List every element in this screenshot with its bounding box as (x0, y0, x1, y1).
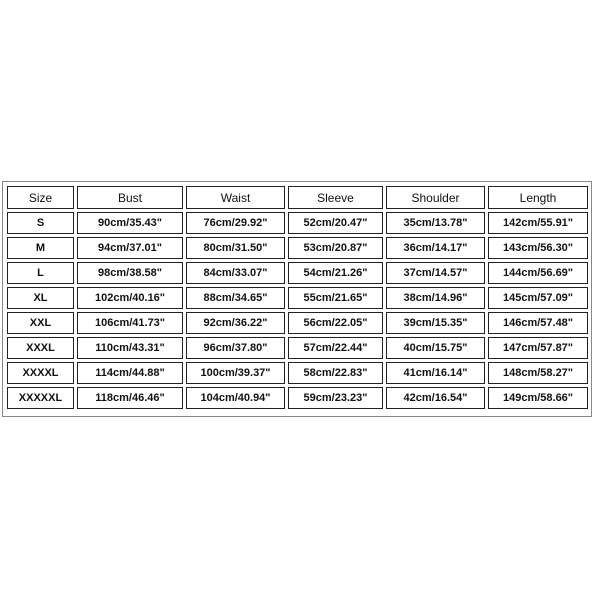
table-row (7, 337, 588, 359)
sleeve-cell: 57cm/22.44" (288, 337, 383, 359)
shoulder-cell: 39cm/15.35" (386, 312, 485, 334)
sleeve-cell: 58cm/22.83" (288, 362, 383, 384)
length-cell: 144cm/56.69" (488, 262, 588, 284)
table-row (7, 287, 588, 309)
size-cell: M (7, 237, 74, 259)
length-cell: 149cm/58.66" (488, 387, 588, 409)
sleeve-cell: 55cm/21.65" (288, 287, 383, 309)
bust-cell: 94cm/37.01" (77, 237, 183, 259)
header-sleeve: Sleeve (288, 186, 383, 209)
length-cell: 147cm/57.87" (488, 337, 588, 359)
table-row (7, 237, 588, 259)
table-row (7, 212, 588, 234)
sleeve-cell: 53cm/20.87" (288, 237, 383, 259)
header-size: Size (7, 186, 74, 209)
waist-cell: 92cm/36.22" (186, 312, 285, 334)
waist-cell: 100cm/39.37" (186, 362, 285, 384)
size-cell: XXXXXL (7, 387, 74, 409)
waist-cell: 84cm/33.07" (186, 262, 285, 284)
header-shoulder: Shoulder (386, 186, 485, 209)
size-cell: XXXL (7, 337, 74, 359)
bust-cell: 98cm/38.58" (77, 262, 183, 284)
bust-cell: 90cm/35.43" (77, 212, 183, 234)
size-cell: S (7, 212, 74, 234)
bust-cell: 114cm/44.88" (77, 362, 183, 384)
shoulder-cell: 41cm/16.14" (386, 362, 485, 384)
shoulder-cell: 35cm/13.78" (386, 212, 485, 234)
bust-cell: 106cm/41.73" (77, 312, 183, 334)
length-cell: 148cm/58.27" (488, 362, 588, 384)
length-cell: 143cm/56.30" (488, 237, 588, 259)
length-cell: 142cm/55.91" (488, 212, 588, 234)
table-row (7, 362, 588, 384)
sleeve-cell: 54cm/21.26" (288, 262, 383, 284)
size-cell: XXXXL (7, 362, 74, 384)
waist-cell: 96cm/37.80" (186, 337, 285, 359)
sleeve-cell: 52cm/20.47" (288, 212, 383, 234)
table-row (7, 262, 588, 284)
shoulder-cell: 37cm/14.57" (386, 262, 485, 284)
header-waist: Waist (186, 186, 285, 209)
size-cell: XL (7, 287, 74, 309)
table-row (7, 312, 588, 334)
shoulder-cell: 36cm/14.17" (386, 237, 485, 259)
bust-cell: 110cm/43.31" (77, 337, 183, 359)
header-row (7, 186, 588, 209)
header-length: Length (488, 186, 588, 209)
length-cell: 146cm/57.48" (488, 312, 588, 334)
size-cell: L (7, 262, 74, 284)
size-chart-table (4, 183, 591, 412)
header-bust: Bust (77, 186, 183, 209)
waist-cell: 104cm/40.94" (186, 387, 285, 409)
shoulder-cell: 40cm/15.75" (386, 337, 485, 359)
table-row (7, 387, 588, 409)
shoulder-cell: 38cm/14.96" (386, 287, 485, 309)
waist-cell: 88cm/34.65" (186, 287, 285, 309)
bust-cell: 118cm/46.46" (77, 387, 183, 409)
sleeve-cell: 56cm/22.05" (288, 312, 383, 334)
size-cell: XXL (7, 312, 74, 334)
shoulder-cell: 42cm/16.54" (386, 387, 485, 409)
sleeve-cell: 59cm/23.23" (288, 387, 383, 409)
waist-cell: 76cm/29.92" (186, 212, 285, 234)
length-cell: 145cm/57.09" (488, 287, 588, 309)
bust-cell: 102cm/40.16" (77, 287, 183, 309)
waist-cell: 80cm/31.50" (186, 237, 285, 259)
